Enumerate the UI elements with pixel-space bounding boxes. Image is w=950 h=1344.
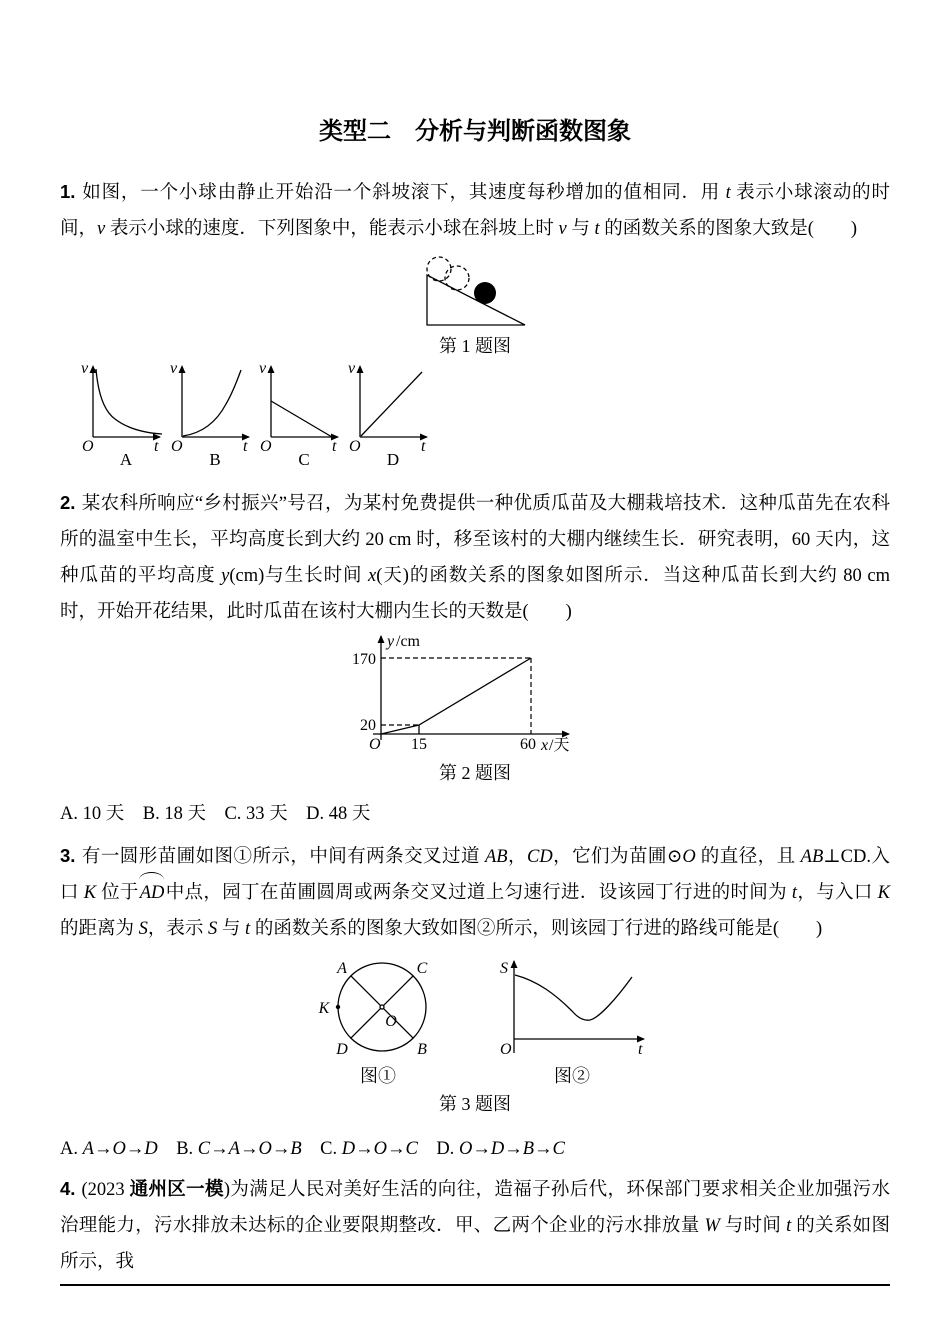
center-o-point (380, 1005, 384, 1009)
slope-figure-svg (419, 251, 531, 335)
line-decreasing (271, 401, 332, 437)
question-3-number: 3. (60, 845, 76, 866)
graph-option-d (347, 359, 435, 467)
t-axis-label: t (332, 438, 337, 455)
s-axis-label: S (500, 960, 508, 977)
figure-3-caption: 第 3 题图 (439, 1094, 511, 1114)
x-axis-label-var: x (541, 737, 549, 754)
y-axis-arrow (378, 635, 385, 643)
question-3-figures-row (60, 955, 890, 1087)
question-1-number: 1. (60, 181, 76, 202)
page-title: 类型二 分析与判断函数图象 (319, 118, 631, 145)
question-3 (60, 838, 890, 947)
page-bottom-rule (60, 1284, 890, 1286)
label-b: B (417, 1041, 427, 1058)
garden-circle-figure (298, 955, 458, 1087)
label-o: O (385, 1013, 397, 1030)
distance-curve (515, 975, 632, 1020)
v-axis-arrow (90, 365, 97, 373)
origin-label: O (82, 438, 94, 455)
figure-2-growth-chart (60, 630, 890, 784)
t-axis-label: t (154, 438, 159, 455)
question-3-text: 有一圆形苗圃如图①所示，中间有两条交叉过道 AB，CD，它们为苗圃⊙O 的直径，且 AB⊥CD.入口 K 位于AD中点，园丁在苗圃圆周或两条交叉过道上匀速行进．设该园丁行进的时间为 t，与入口 K 的距离为 S，表示 S 与 t 的函数关系的图象大致如图②所示，则该园丁行进的路线可能是( ) (60, 847, 890, 939)
curve-decreasing-hyperbola (96, 369, 162, 434)
question-4-number: 4. (60, 1178, 76, 1199)
question-2-text: 某农科所响应“乡村振兴”号召，为某村免费提供一种优质瓜苗及大棚栽培技术．这种瓜苗先在农科所的温室中生长，平均高度长到大约 20 cm 时，移至该村的大棚内继续生长．研究表明，60 天内，这种瓜苗的平均高度 y(cm)与生长时间 x(天)的函数关系的图象如图所示．当这种瓜苗长到大约 80 cm 时，开始开花结果，此时瓜苗在该村大棚内生长的天数是( ) (60, 494, 890, 622)
question-4-text: (2023 通州区一模)为满足人民对美好生活的向往，造福子孙后代，环保部门要求相关企业加强污水治理能力，污水排放未达标的企业要限期整改．甲、乙两个企业的污水排放量 W 与时间 t 的关系如图所示，我 (60, 1178, 890, 1272)
figure-circle-caption: 图① (360, 1066, 396, 1086)
x-tick-15: 15 (411, 736, 427, 753)
question-2 (60, 485, 890, 630)
entrance-k-point (336, 1005, 340, 1009)
ball-ghost-2 (445, 266, 469, 290)
curve-increasing-convex (183, 370, 241, 436)
ball-solid (474, 282, 496, 304)
v-axis-label: v (81, 360, 89, 377)
origin-label: O (260, 438, 272, 455)
option-letter-b: B (209, 450, 221, 467)
y-tick-170: 170 (352, 651, 376, 668)
x-axis-label-unit: /天 (549, 737, 570, 754)
ball-ghost-1 (427, 257, 451, 281)
graph-option-b (169, 359, 257, 467)
y-tick-20: 20 (360, 717, 376, 734)
question-2-options: A. 10 天 B. 18 天 C. 33 天 D. 48 天 (60, 804, 371, 824)
v-axis-arrow (357, 365, 364, 373)
s-axis-arrow (511, 960, 518, 968)
origin-label: O (500, 1041, 512, 1058)
graph-option-c (258, 359, 346, 467)
answer-graphs-row (80, 359, 890, 467)
option-letter-a: A (119, 450, 133, 467)
slope-triangle (427, 275, 525, 325)
x-tick-60: 60 (520, 736, 536, 753)
growth-chart-svg (335, 630, 615, 762)
label-k: K (318, 1000, 330, 1017)
option-letter-d: D (386, 450, 400, 467)
v-axis-label: v (348, 360, 356, 377)
question-1 (60, 174, 890, 247)
v-axis-label: v (259, 360, 267, 377)
v-axis-arrow (179, 365, 186, 373)
distance-graph-figure (492, 955, 652, 1087)
t-axis-label: t (638, 1041, 643, 1058)
figure-1-caption: 第 1 题图 (439, 336, 511, 356)
label-d: D (336, 1041, 348, 1058)
t-axis-label: t (421, 438, 426, 455)
v-axis-arrow (268, 365, 275, 373)
label-c: C (416, 960, 428, 977)
question-1-text: 如图，一个小球由静止开始沿一个斜坡滚下，其速度每秒增加的值相同．用 t 表示小球滚动的时间，v 表示小球的速度．下列图象中，能表示小球在斜坡上时 v 与 t 的函数关系的图象大致是( ) (60, 183, 890, 239)
question-4 (60, 1171, 890, 1280)
question-2-number: 2. (60, 492, 76, 513)
graph-option-a (80, 359, 168, 467)
garden-circle-svg (298, 955, 458, 1059)
growth-line (381, 658, 531, 734)
option-letter-c: C (298, 450, 310, 467)
v-axis-label: v (170, 360, 178, 377)
line-increasing (361, 372, 422, 436)
distance-graph-svg (492, 955, 652, 1059)
origin-label: O (369, 736, 381, 753)
question-3-options: A. A→O→D B. C→A→O→B C. D→O→C D. O→D→B→C (60, 1139, 565, 1159)
y-axis-label-unit: /cm (396, 633, 420, 650)
figure-st-caption: 图② (554, 1066, 590, 1086)
origin-label: O (171, 438, 183, 455)
origin-label: O (349, 438, 361, 455)
t-axis-label: t (243, 438, 248, 455)
y-axis-label-var: y (387, 633, 395, 650)
figure-2-caption: 第 2 题图 (439, 763, 511, 783)
figure-1-slope (60, 251, 890, 357)
label-a: A (337, 960, 347, 977)
